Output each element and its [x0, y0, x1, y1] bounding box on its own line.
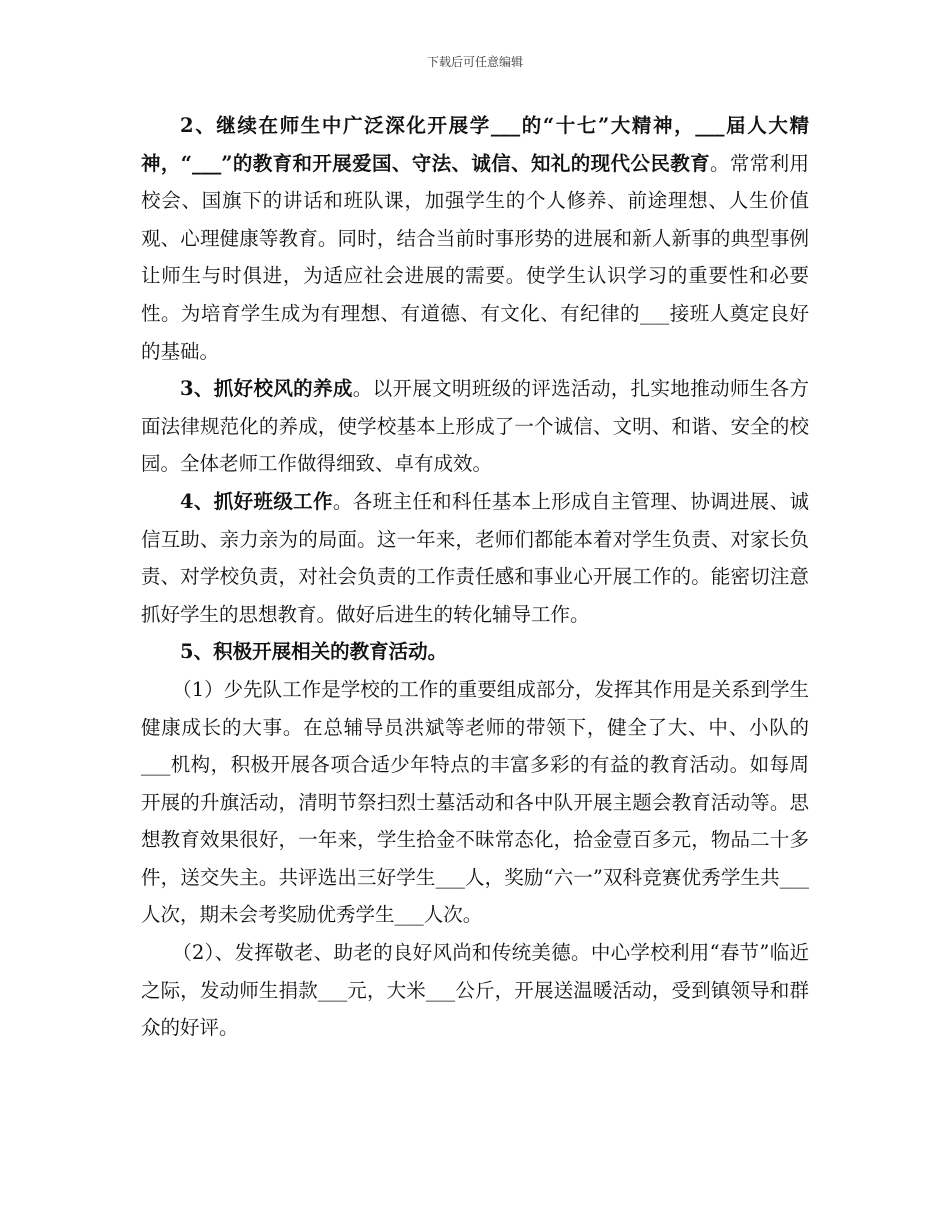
paragraph-text: （1）少先队工作是学校的工作的重要组成部分，发挥其作用是关系到学生健康成长的大事。在总辅导员洪斌等老师的带领下，健全了大、中、小队的___机构，积极开展各项合适少年特点的丰富多彩的有益的教育活动。如每周开展的升旗活动，清明节祭扫烈士墓活动和各中队开展主题会教育活动等。思想教育效果很好，一年来，学生拾金不昧常态化，拾金壹百多元，物品二十多件，送交失主。共评选出三好学生___人，奖励“六一”双科竞赛优秀学生共___人次，期未会考奖励优秀学生___人次。 — [141, 677, 809, 927]
document-body — [141, 107, 809, 1047]
paragraph-heading: 3、抓好校风的养成 — [180, 377, 353, 401]
paragraph-item-4 — [141, 483, 809, 633]
paragraph-text: （2）、发挥敬老、助老的良好风尚和传统美德。中心学校利用“春节”临近之际，发动师生捐款___元，大米___公斤，开展送温暖活动，受到镇领导和群众的好评。 — [141, 941, 809, 1040]
paragraph-subitem-1 — [141, 671, 809, 934]
paragraph-item-5 — [141, 633, 809, 671]
paragraph-text: 。各班主任和科任基本上形成自主管理、协调进展、诚信互助、亲力亲为的局面。这一年来，老师们都能本着对学生负责、对家长负责、对学校负责，对社会负责的工作责任感和事业心开展工作的。能密切注意抓好学生的思想教育。做好后进生的转化辅导工作。 — [141, 489, 809, 626]
paragraph-heading: 2、继续在师生中广泛深化开展学___的“十七”大精神，___届人大精神，“___”的教育和开展爱国、守法、诚信、知礼的现代公民教育 — [141, 114, 809, 175]
paragraph-item-2 — [141, 107, 809, 370]
paragraph-item-3 — [141, 370, 809, 483]
paragraph-heading: 4、抓好班级工作 — [180, 489, 333, 513]
paragraph-subitem-2 — [141, 934, 809, 1047]
paragraph-text: 。以开展文明班级的评选活动，扎实地推动师生各方面法律规范化的养成，使学校基本上形成了一个诚信、文明、和谐、安全的校园。全体老师工作做得细致、卓有成效。 — [141, 377, 809, 476]
paragraph-heading: 5、积极开展相关的教育活动。 — [180, 640, 448, 664]
page-header: 下载后可任意编辑 — [426, 55, 523, 69]
paragraph-text: 。常常利用校会、国旗下的讲话和班队课，加强学生的个人修养、前途理想、人生价值观、心理健康等教育。同时，结合当前时事形势的进展和新人新事的典型事例让师生与时俱进，为适应社会进展的需要。使学生认识学习的重要性和必要性。为培育学生成为有理想、有道德、有文化、有纪律的___接班人奠定良好的基础。 — [141, 151, 809, 363]
